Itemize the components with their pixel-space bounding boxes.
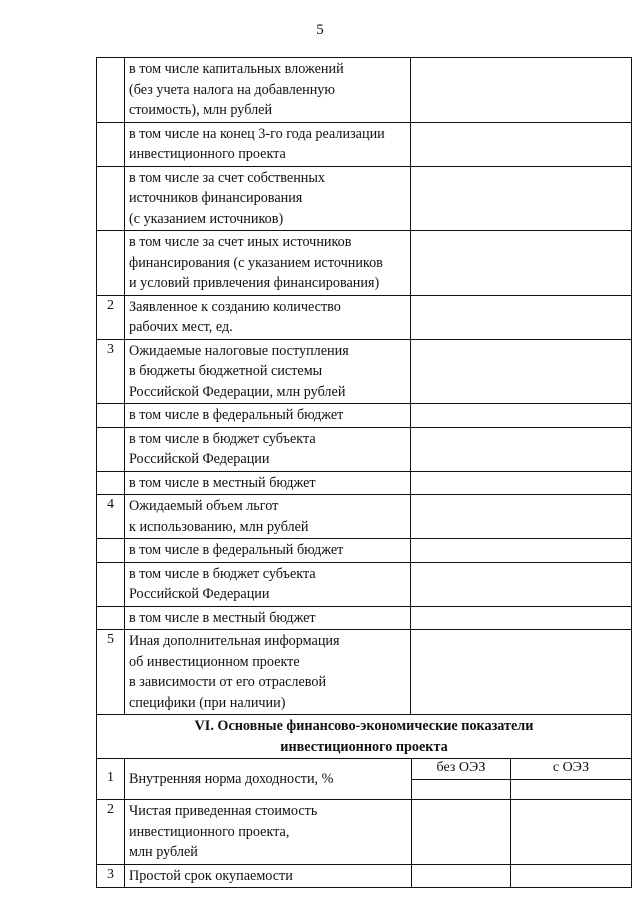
row-label-line: стоимость), млн рублей [129, 102, 273, 118]
row-label [125, 231, 411, 295]
value-cell[interactable] [411, 58, 631, 122]
table-row [96, 339, 632, 404]
row-label-line: млн рублей [129, 844, 198, 860]
value-cell-without-sez[interactable] [412, 865, 511, 888]
row-label [125, 607, 411, 630]
table-row [96, 758, 632, 799]
row-number [97, 472, 125, 495]
row-label-line: источников финансирования [129, 190, 303, 206]
column-header-without-sez: без ОЭЗ [412, 759, 510, 780]
value-cell[interactable] [411, 428, 631, 471]
row-label-line: Российской Федерации [129, 586, 270, 602]
row-number [97, 539, 125, 562]
row-label-line: (без учета налога на добавленную [129, 81, 336, 98]
row-label-line: Российской Федерации, млн рублей [129, 383, 346, 400]
row-label-line: и условий привлечения финансирования) [129, 275, 380, 291]
row-label-line: инвестиционного проекта [129, 146, 286, 162]
column-header-with-sez: с ОЭЗ [511, 759, 631, 780]
row-number [97, 231, 125, 295]
row-label-line: в том числе в бюджет субъекта [129, 430, 316, 447]
row-label-line: Внутренняя норма доходности, % [129, 771, 334, 787]
value-cell[interactable] [411, 563, 631, 606]
table-row [96, 403, 632, 427]
value-cell[interactable] [411, 607, 631, 630]
row-label-line: в том числе за счет иных источников [129, 234, 352, 250]
table-row [96, 629, 632, 714]
row-label-line: рабочих мест, ед. [129, 319, 233, 335]
row-label-line: Заявленное к созданию количество [129, 298, 341, 315]
page-number: 5 [316, 22, 324, 38]
row-label [125, 58, 411, 122]
value-cell[interactable] [411, 123, 631, 166]
table-row [96, 166, 632, 231]
table-row [96, 799, 632, 864]
value-cell[interactable] [411, 231, 631, 295]
row-number: 2 [97, 296, 125, 339]
row-number: 3 [97, 340, 125, 404]
row-label [125, 495, 411, 538]
row-label [125, 865, 412, 888]
value-cell-with-sez[interactable] [511, 759, 631, 799]
table-row [96, 494, 632, 538]
row-number: 1 [97, 759, 125, 799]
value-cell[interactable] [411, 495, 631, 538]
table-row [96, 57, 632, 122]
value-cell[interactable] [411, 167, 631, 231]
table-row [96, 122, 632, 166]
value-cell[interactable] [411, 630, 631, 714]
table-row [96, 427, 632, 471]
row-label-line: в том числе в федеральный бюджет [129, 407, 344, 423]
row-label-line: в том числе на конец 3-го года реализации [129, 125, 385, 142]
row-label-line: в том числе в местный бюджет [129, 474, 316, 491]
row-label [125, 404, 411, 427]
row-label-line: Ожидаемые налоговые поступления [129, 342, 349, 359]
row-label-line: в бюджеты бюджетной системы [129, 363, 323, 379]
section-title [96, 714, 632, 758]
value-cell-with-sez[interactable] [511, 800, 631, 864]
table-row [96, 562, 632, 606]
value-cell[interactable] [411, 472, 631, 495]
row-label [125, 563, 411, 606]
table-row [96, 230, 632, 295]
row-number [97, 404, 125, 427]
row-label-line: (с указанием источников) [129, 210, 284, 227]
row-label-line: в зависимости от его отраслевой [129, 674, 327, 690]
row-label [125, 800, 412, 864]
row-number [97, 563, 125, 606]
table-row [96, 606, 632, 630]
row-label [125, 539, 411, 562]
row-label-line: в том числе в местный бюджет [129, 609, 316, 626]
value-cell-without-sez[interactable] [412, 800, 511, 864]
row-number [97, 607, 125, 630]
row-label [125, 296, 411, 339]
row-label [125, 630, 411, 714]
row-label-line: к использованию, млн рублей [129, 518, 309, 535]
table-row [96, 295, 632, 339]
form-table [96, 57, 632, 888]
row-label [125, 123, 411, 166]
row-number [97, 58, 125, 122]
section-title-line: VI. Основные финансово-экономические показатели [194, 718, 534, 734]
row-label-line: в том числе капитальных вложений [129, 61, 344, 77]
row-label-line: специфики (при наличии) [129, 694, 286, 711]
table-row [96, 864, 632, 889]
row-number [97, 428, 125, 471]
row-label-line: инвестиционного проекта, [129, 823, 290, 840]
value-cell[interactable] [411, 539, 631, 562]
value-cell-with-sez[interactable] [511, 865, 631, 888]
table-row [96, 471, 632, 495]
row-number: 4 [97, 495, 125, 538]
row-label-line: Простой срок окупаемости [129, 867, 293, 884]
row-label [125, 472, 411, 495]
row-number: 5 [97, 630, 125, 714]
table-row [96, 538, 632, 562]
value-cell[interactable] [411, 340, 631, 404]
row-label-line: Российской Федерации [129, 451, 270, 467]
row-label-line: в том числе в бюджет субъекта [129, 565, 316, 582]
row-number [97, 167, 125, 231]
row-label [125, 340, 411, 404]
row-number [97, 123, 125, 166]
row-number: 2 [97, 800, 125, 864]
row-label-line: Ожидаемый объем льгот [129, 498, 279, 514]
row-label-line: Чистая приведенная стоимость [129, 803, 318, 819]
value-cell[interactable] [411, 296, 631, 339]
row-label-line: об инвестиционном проекте [129, 653, 300, 670]
row-label [125, 759, 412, 799]
value-cell-without-sez[interactable] [412, 759, 511, 799]
row-label [125, 428, 411, 471]
value-cell[interactable] [411, 404, 631, 427]
row-label [125, 167, 411, 231]
row-label-line: в том числе за счет собственных [129, 169, 326, 186]
row-label-line: Иная дополнительная информация [129, 633, 340, 649]
section-title-line: инвестиционного проекта [280, 738, 448, 755]
row-number: 3 [97, 865, 125, 888]
row-label-line: финансирования (с указанием источников [129, 254, 383, 271]
row-label-line: в том числе в федеральный бюджет [129, 542, 344, 558]
